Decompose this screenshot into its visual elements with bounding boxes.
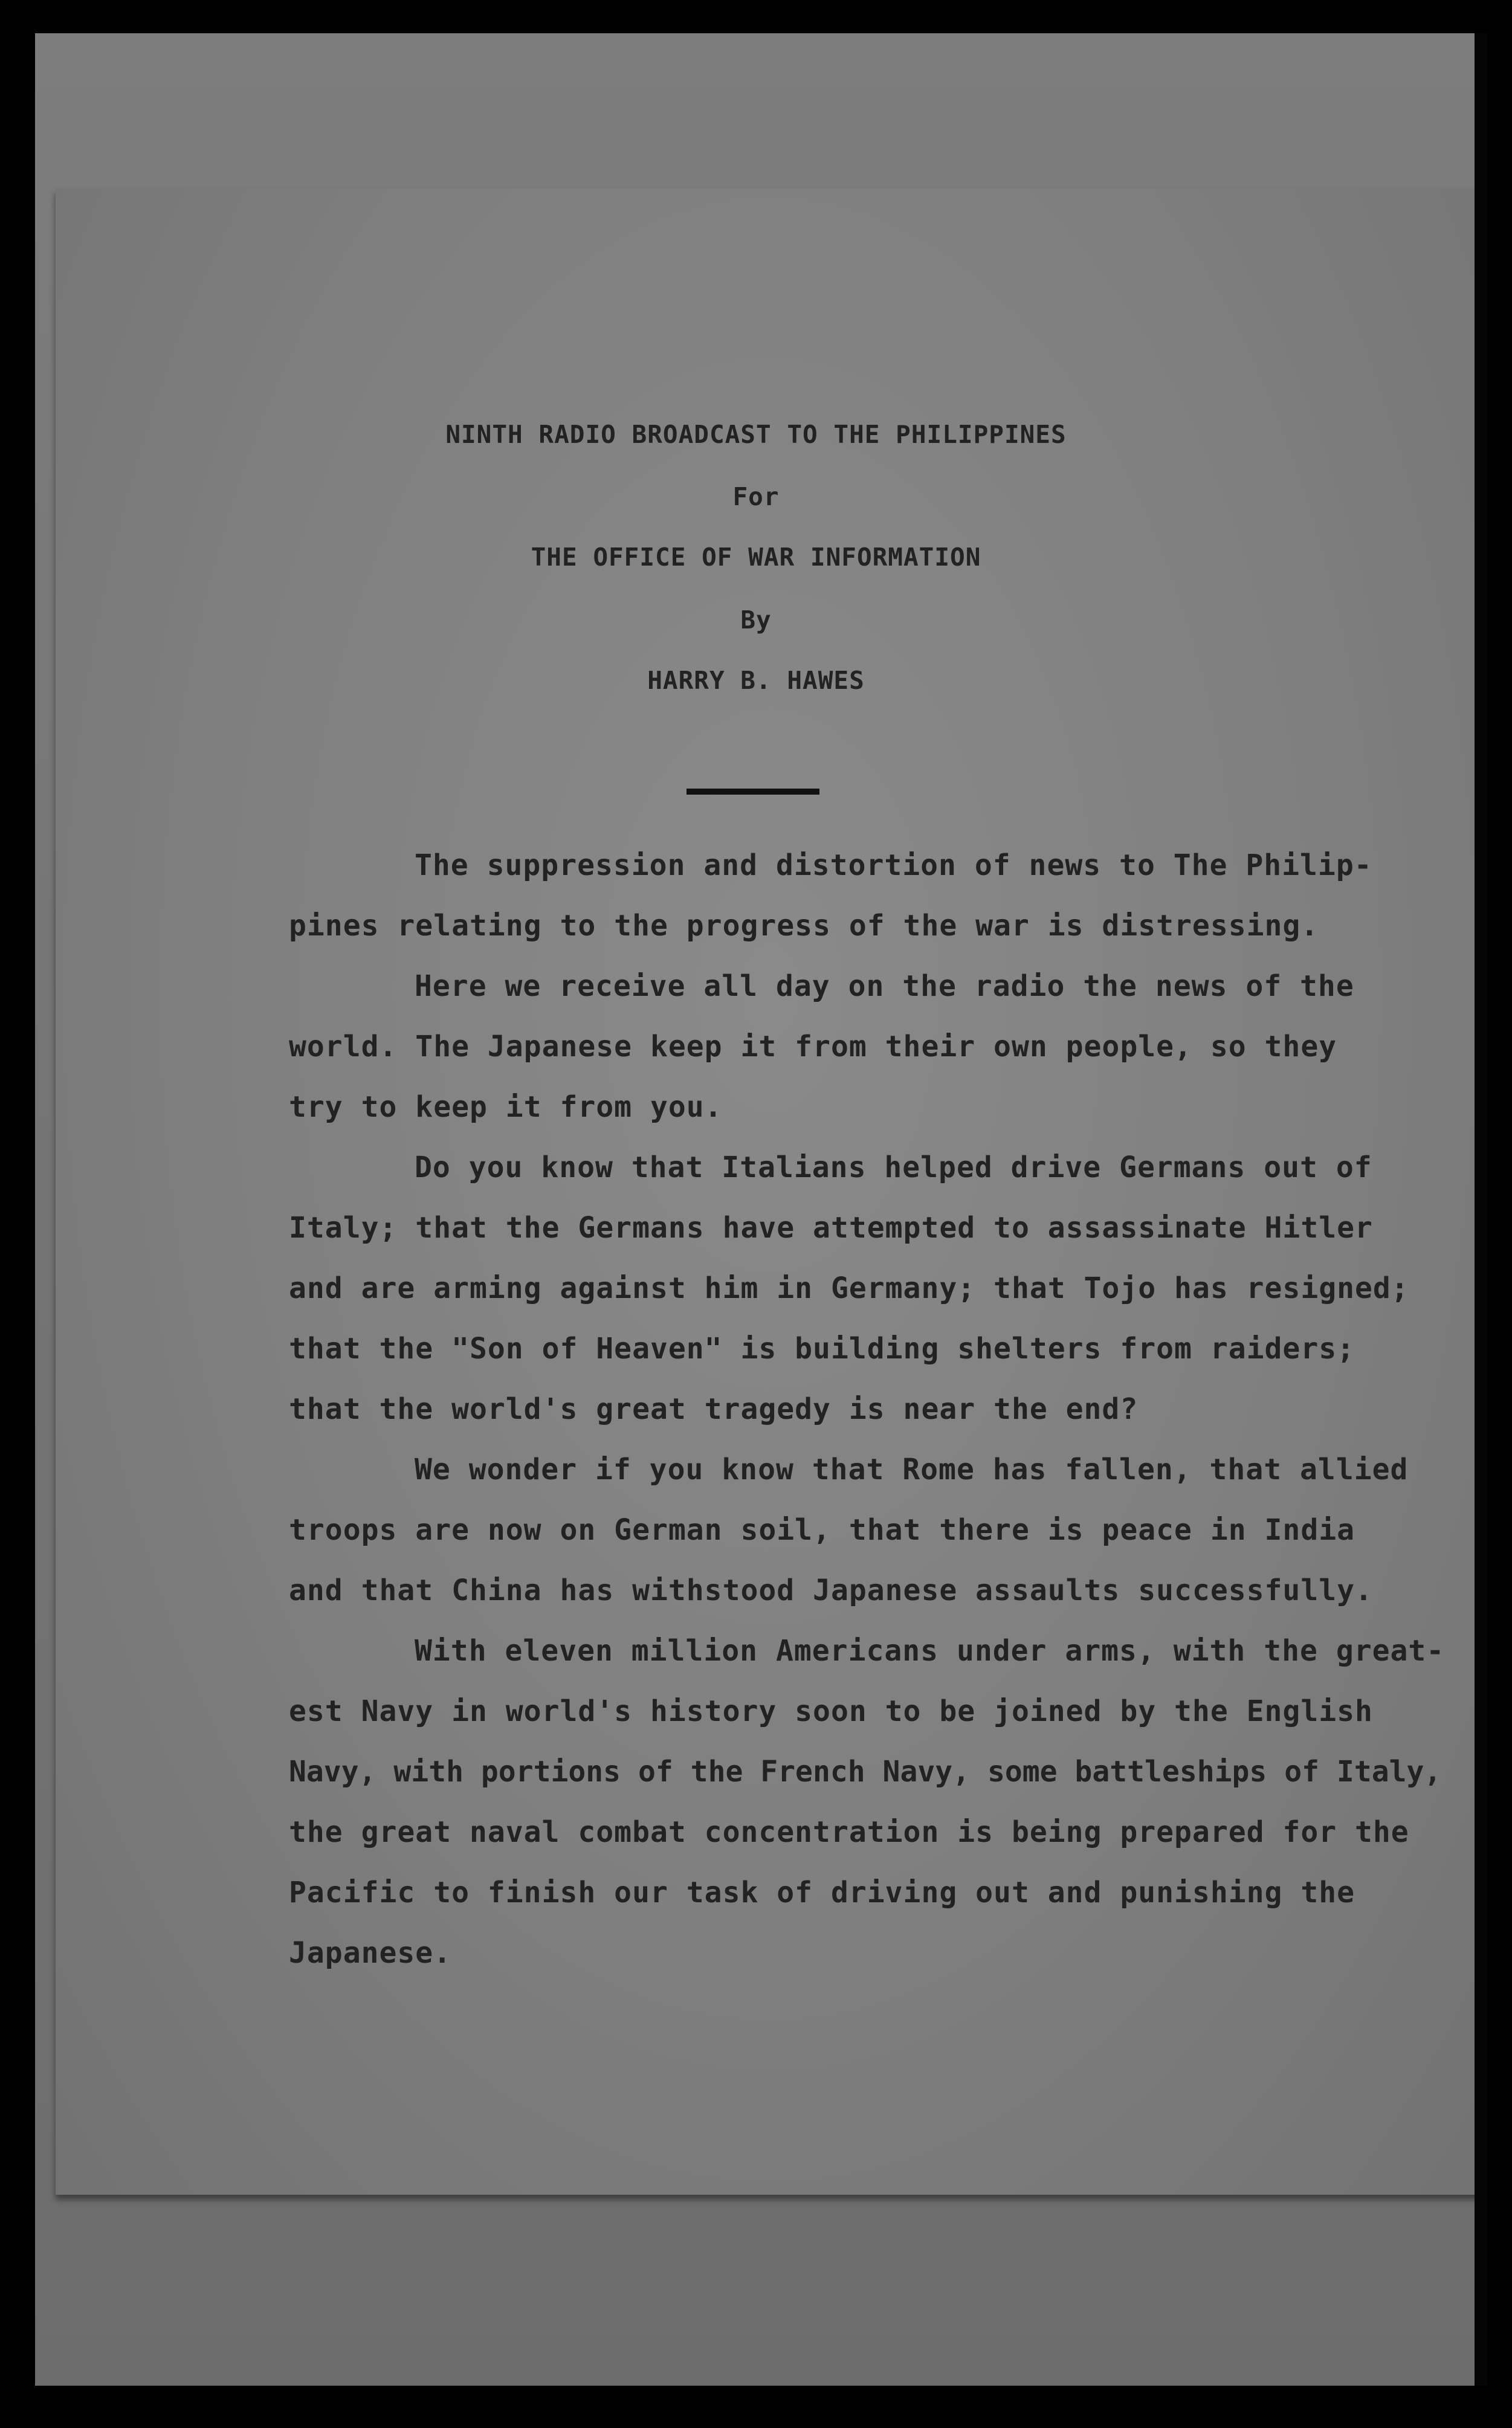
sheet-edge-shadow [1475, 33, 1488, 2386]
body-line: Navy, with portions of the French Navy, some battleships of Italy, [289, 1755, 1442, 1789]
for-label: For [732, 482, 780, 511]
body-line: Do you know that Italians helped drive Germans out of [415, 1151, 1372, 1184]
document-title: NINTH RADIO BROADCAST TO THE PHILIPPINES [445, 420, 1067, 449]
body-line: world. The Japanese keep it from their own people, so they [289, 1030, 1337, 1064]
body-line: Japanese. [289, 1936, 452, 1970]
heading-divider [687, 789, 819, 795]
body-line: that the "Son of Heaven" is building shelters from raiders; [289, 1332, 1355, 1366]
body-line: Italy; that the Germans have attempted to assassinate Hitler [289, 1211, 1373, 1245]
body-line: We wonder if you know that Rome has fallen, that allied [415, 1453, 1409, 1487]
body-line: the great naval combat concentration is being prepared for the [289, 1815, 1409, 1849]
body-line: try to keep it from you. [289, 1090, 723, 1124]
body-line: that the world's great tragedy is near the end? [289, 1392, 1139, 1426]
body-line: The suppression and distortion of news to The Philip- [415, 848, 1372, 882]
body-line: With eleven million Americans under arms, with the great- [415, 1634, 1445, 1668]
body-line: and are arming against him in Germany; that Tojo has resigned; [289, 1271, 1409, 1305]
body-line: Here we receive all day on the radio the news of the [415, 969, 1354, 1003]
organization-name: THE OFFICE OF WAR INFORMATION [531, 543, 981, 572]
body-line: pines relating to the progress of the war is distressing. [289, 909, 1319, 943]
by-label: By [740, 605, 772, 634]
body-line: troops are now on German soil, that there is peace in India [289, 1513, 1355, 1547]
body-line: Pacific to finish our task of driving out and punishing the [289, 1876, 1355, 1910]
body-line: est Navy in world's history soon to be joined by the English [289, 1694, 1373, 1728]
body-line: and that China has withstood Japanese assaults successfully. [289, 1574, 1373, 1607]
author-name: HARRY B. HAWES [647, 666, 865, 695]
